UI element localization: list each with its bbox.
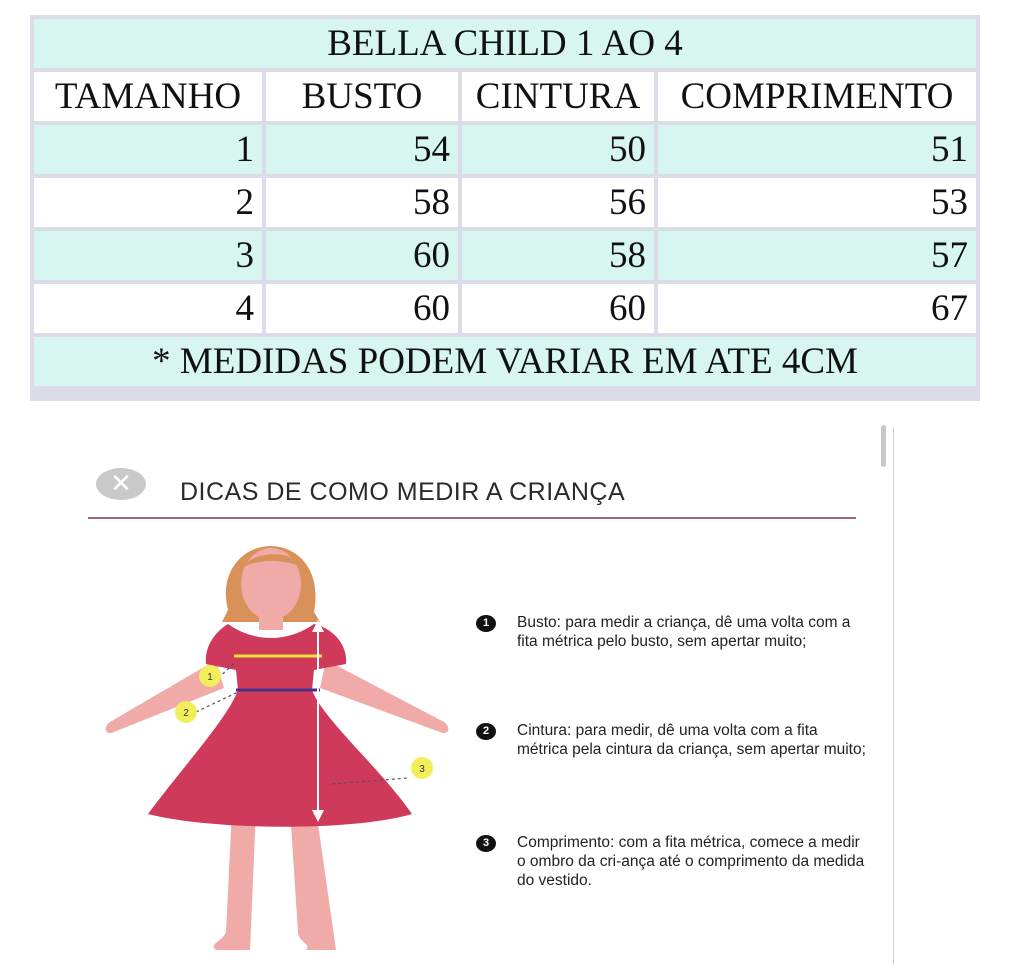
cell-busto: 58 [266,178,458,227]
cell-tamanho: 1 [34,125,262,174]
cell-cintura: 56 [462,178,654,227]
cell-cintura: 58 [462,231,654,280]
cell-busto: 54 [266,125,458,174]
header-comprimento: COMPRIMENTO [658,72,976,121]
dress [148,624,412,827]
table-row [34,284,976,333]
header-tamanho: TAMANHO [34,72,262,121]
marker-3-label: 3 [419,764,425,775]
table-row [34,125,976,174]
cell-busto: 60 [266,231,458,280]
close-icon[interactable]: ✕ [96,468,146,500]
tip-text: Comprimento: com a fita métrica, comece a medir o ombro da cri-ança até o comprimento da medida do vestido. [517,834,865,889]
cell-tamanho: 4 [34,284,262,333]
tip-text: Cintura: para medir, dê uma volta com a fita métrica pela cintura da criança, sem apertar muito; [517,722,866,758]
cell-tamanho: 3 [34,231,262,280]
divider [88,517,856,519]
cell-comprimento: 67 [658,284,976,333]
number-badge: 1 [476,615,496,632]
right-leg [290,810,336,950]
cell-comprimento: 57 [658,231,976,280]
table-footnote: * MEDIDAS PODEM VARIAR EM ATE 4CM [34,337,976,386]
cell-cintura: 60 [462,284,654,333]
tip-text: Busto: para medir a criança, dê uma volta com a fita métrica pelo busto, sem apertar muito; [517,614,851,650]
tips-title: DICAS DE COMO MEDIR A CRIANÇA [180,478,626,506]
left-leg [214,810,256,950]
number-badge: 3 [476,835,496,852]
marker-1-label: 1 [207,672,213,683]
table-title-row [34,19,976,68]
cell-tamanho: 2 [34,178,262,227]
marker-2-label: 2 [183,708,189,719]
cell-comprimento: 51 [658,125,976,174]
right-arm [320,660,448,733]
header-busto: BUSTO [266,72,458,121]
cell-comprimento: 53 [658,178,976,227]
table-header-row [34,72,976,121]
cell-busto: 60 [266,284,458,333]
header-cintura: CINTURA [462,72,654,121]
size-table [30,15,980,401]
table-footnote-row [34,337,976,386]
child-measurement-illustration [100,540,460,960]
table-row [34,178,976,227]
cell-cintura: 50 [462,125,654,174]
scrollbar-thumb[interactable] [881,425,886,467]
number-badge: 2 [476,723,496,740]
table-row [34,231,976,280]
table-title: BELLA CHILD 1 AO 4 [34,19,976,68]
